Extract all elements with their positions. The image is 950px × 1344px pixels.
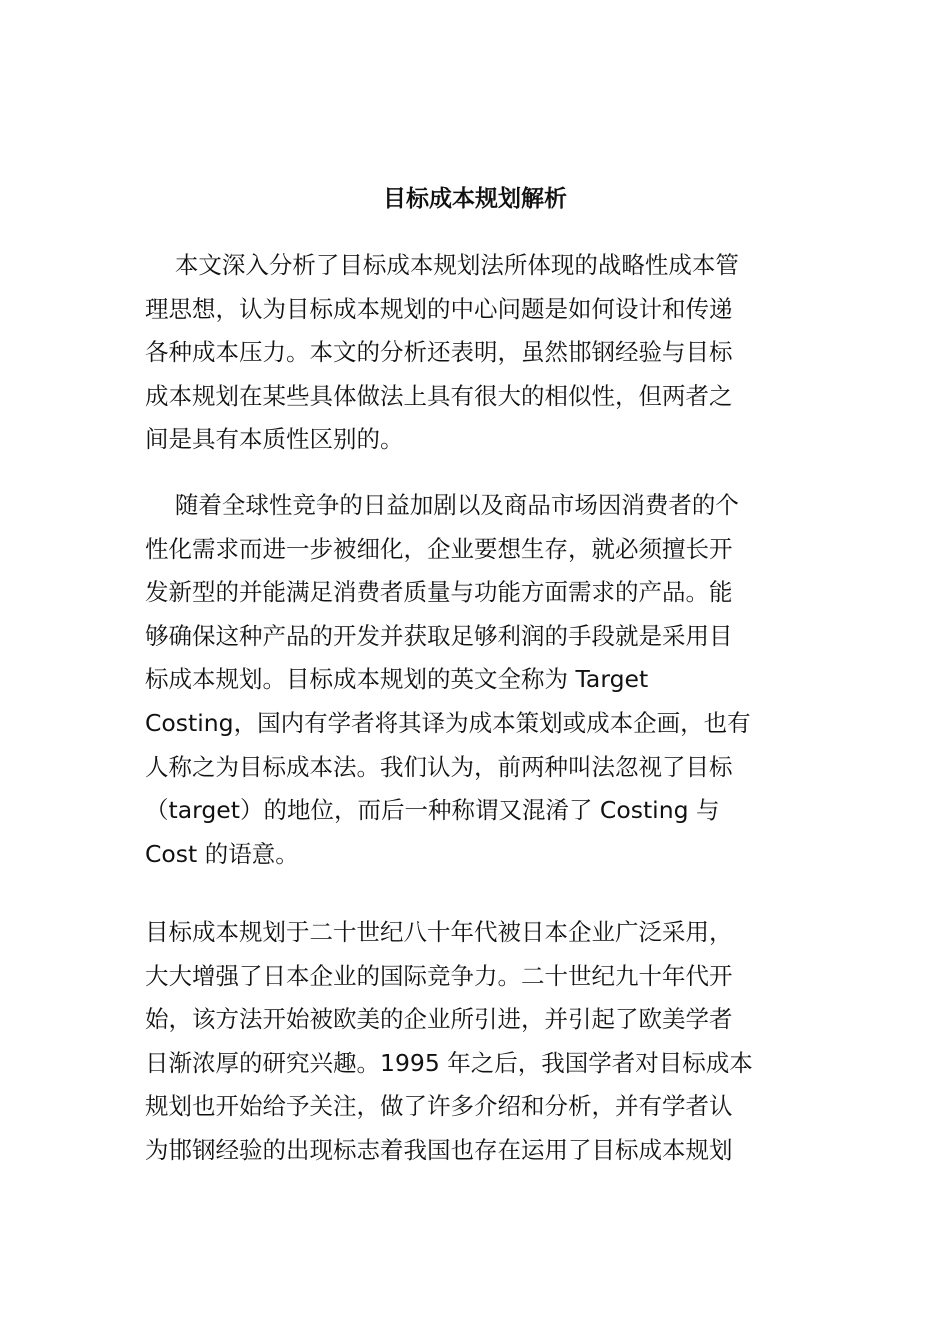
paragraph-line: 各种成本压力。本文的分析还表明，虽然邯钢经验与目标: [145, 338, 733, 367]
paragraph-intro: [145, 484, 805, 876]
paragraph-line: Cost 的语意。: [145, 839, 299, 868]
paragraph-line: 本文深入分析了目标成本规划法所体现的战略性成本管: [145, 251, 739, 279]
paragraph-line: 人称之为目标成本法。我们认为，前两种叫法忽视了目标: [145, 752, 733, 781]
paragraph-line: 成本规划在某些具体做法上具有很大的相似性，但两者之: [145, 381, 733, 410]
paragraph-line: 性化需求而进一步被细化，企业要想生存，就必须擅长开: [145, 534, 733, 563]
paragraph-line: 标成本规划。目标成本规划的英文全称为 Target: [145, 665, 649, 694]
paragraph-line: 够确保这种产品的开发并获取足够利润的手段就是采用目: [145, 621, 733, 650]
paragraph-line: 为邯钢经验的出现标志着我国也存在运用了目标成本规划: [145, 1135, 733, 1164]
paragraph-line: 日渐浓厚的研究兴趣。1995 年之后，我国学者对目标成本: [145, 1048, 753, 1077]
paragraph-line: （target）的地位，而后一种称谓又混淆了 Costing 与: [145, 796, 720, 825]
document-title: 目标成本规划解析: [383, 186, 567, 212]
paragraph-line: 间是具有本质性区别的。: [145, 425, 404, 454]
paragraph-line: 大大增强了日本企业的国际竞争力。二十世纪九十年代开: [145, 961, 733, 990]
paragraph-line: 发新型的并能满足消费者质量与功能方面需求的产品。能: [145, 578, 733, 607]
paragraph-line: 规划也开始给予关注，做了许多介绍和分析，并有学者认: [145, 1092, 733, 1121]
paragraph-history: [145, 911, 805, 1173]
paragraph-line: 理思想，认为目标成本规划的中心问题是如何设计和传递: [145, 294, 733, 323]
paragraph-line: 始，该方法开始被欧美的企业所引进，并引起了欧美学者: [145, 1005, 733, 1034]
paragraph-line: 随着全球性竞争的日益加剧以及商品市场因消费者的个: [145, 491, 739, 519]
paragraph-abstract: [145, 244, 805, 462]
paragraph-line: 目标成本规划于二十世纪八十年代被日本企业广泛采用，: [145, 918, 733, 946]
paragraph-line: Costing，国内有学者将其译为成本策划或成本企画，也有: [145, 708, 751, 737]
